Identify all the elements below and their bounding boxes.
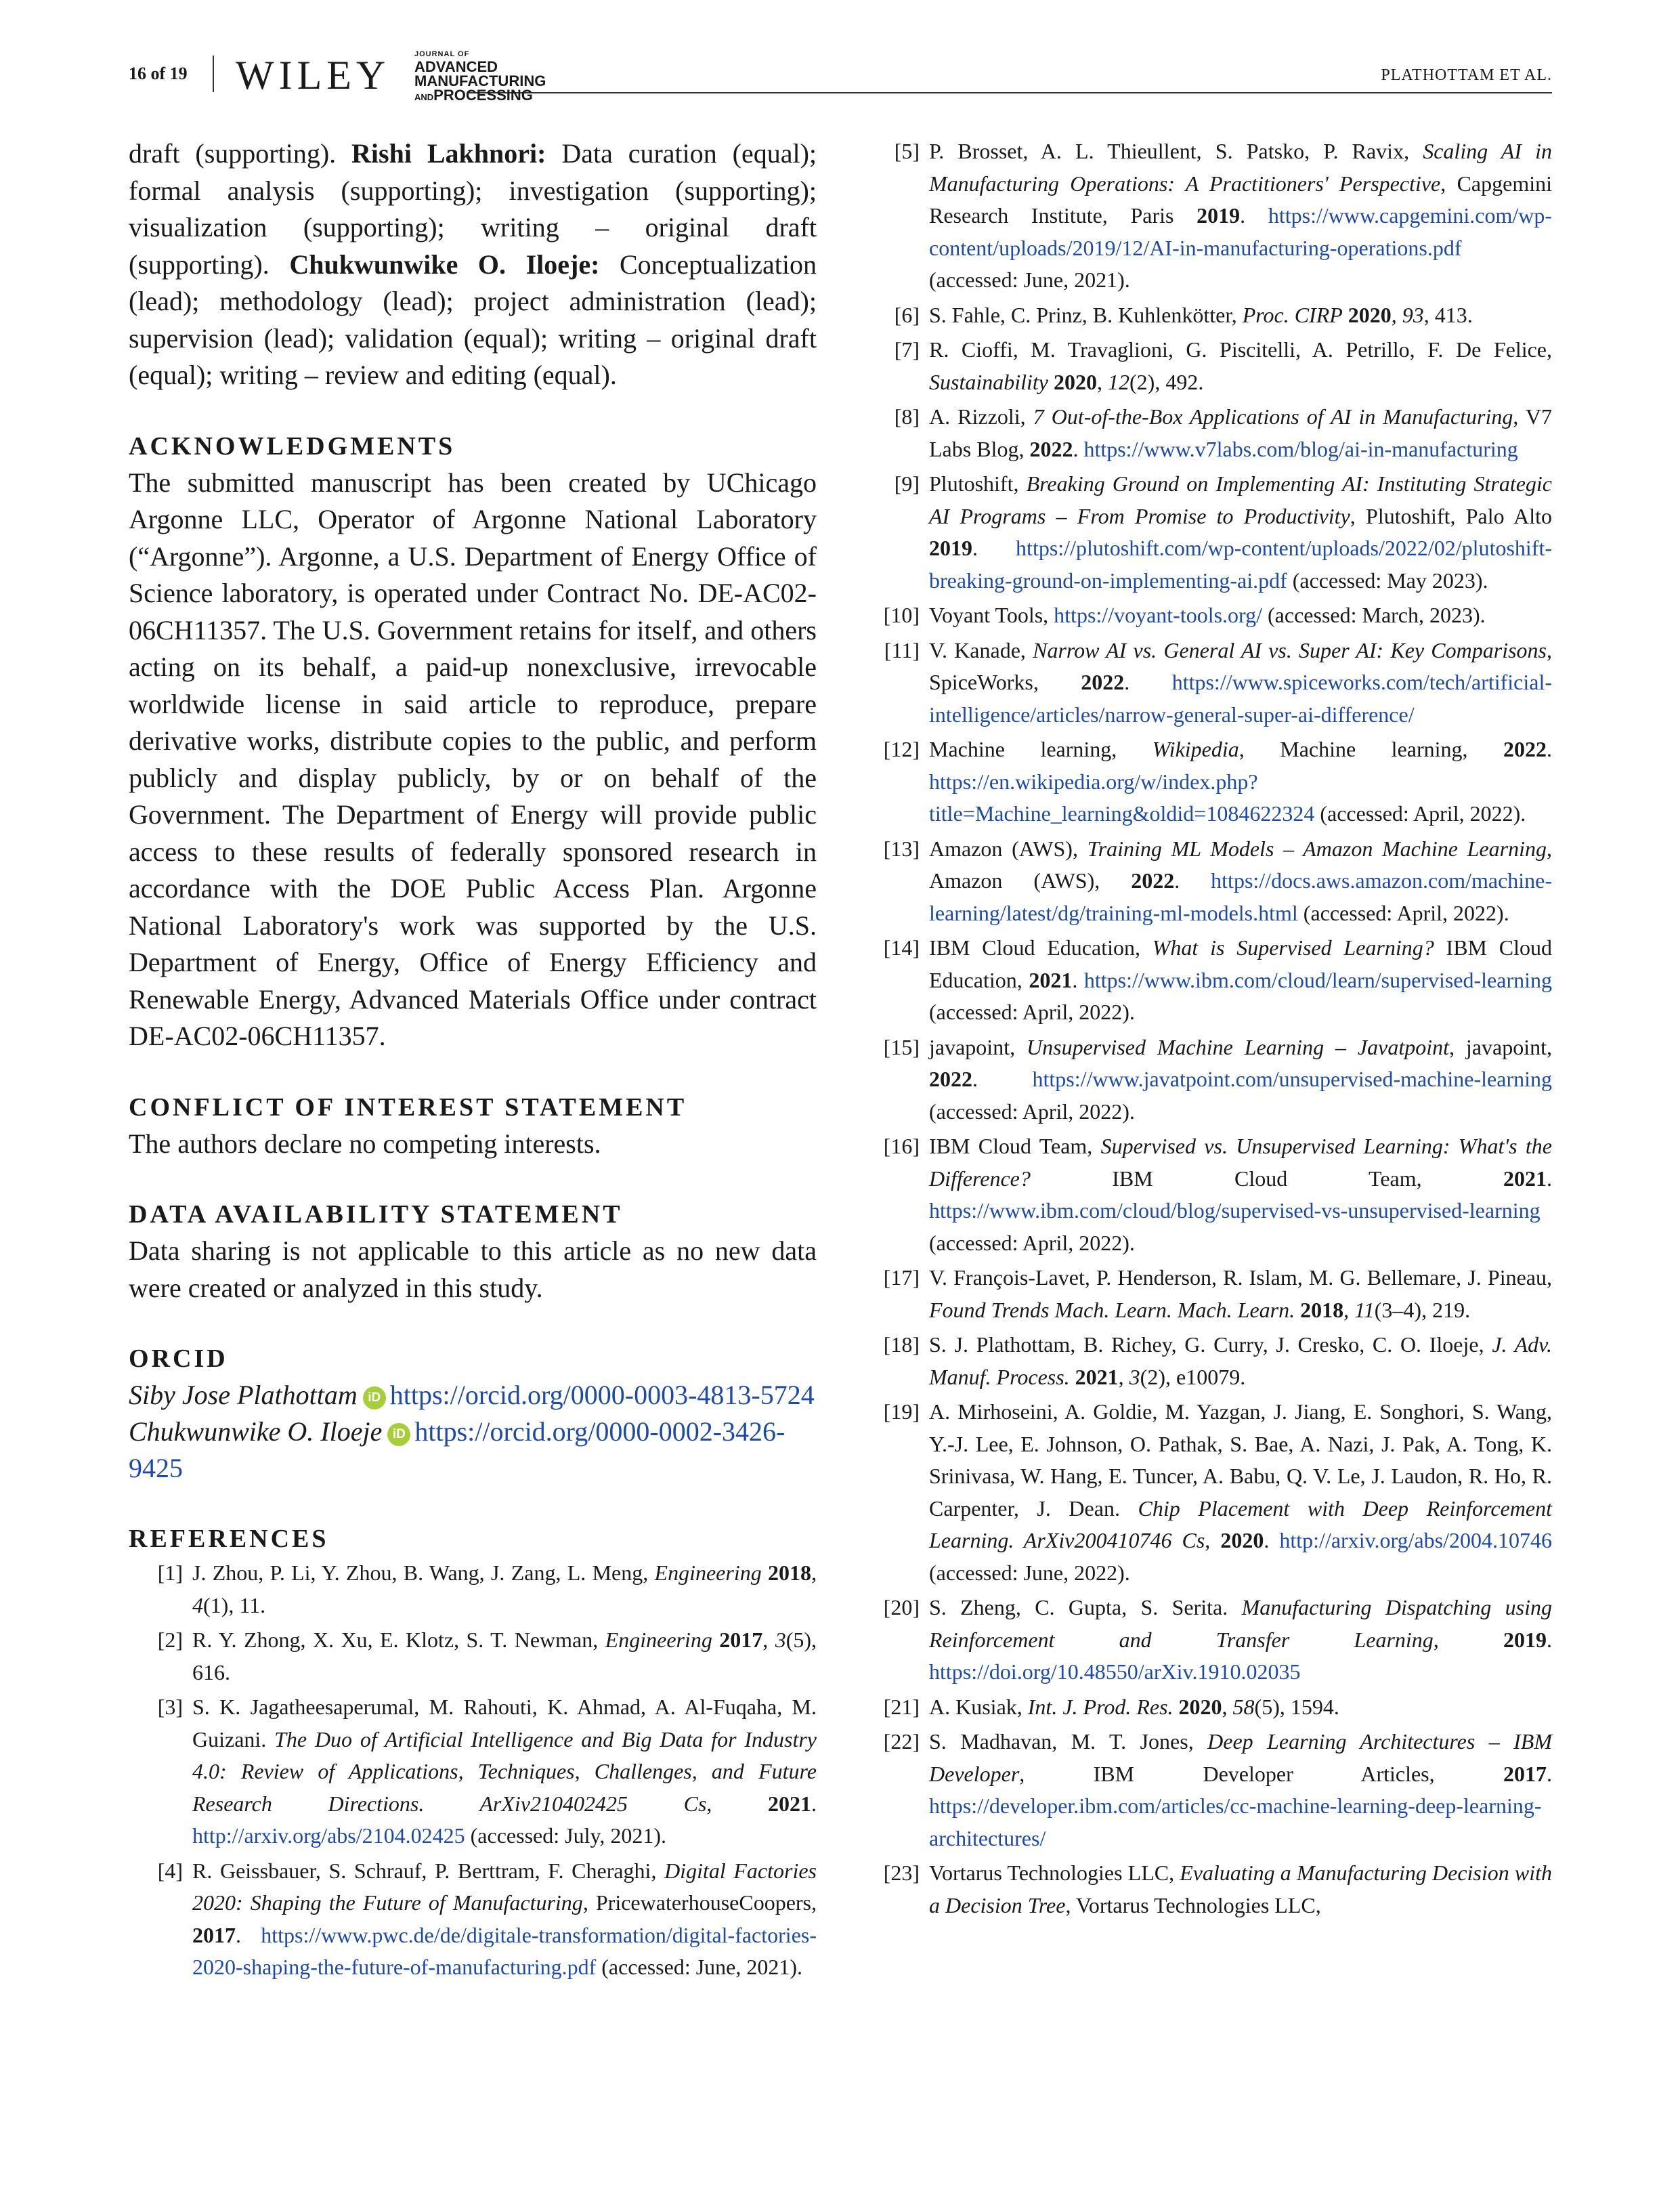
reference-text: Plutoshift, <box>929 471 1027 496</box>
reference-text: , <box>1391 302 1402 327</box>
reference-text: (2), e10079. <box>1140 1364 1246 1389</box>
reference-title: Engineering <box>605 1628 712 1652</box>
reference-item <box>876 1592 1552 1689</box>
reference-item <box>876 734 1552 830</box>
reference-year: 2022 <box>1029 436 1073 461</box>
reference-item <box>129 1691 817 1852</box>
reference-text: , Vortarus Technologies LLC, <box>1065 1892 1321 1917</box>
reference-number: [20] <box>883 1595 920 1619</box>
reference-item <box>129 1557 817 1621</box>
acknowledgments-text: The submitted manuscript has been created by UChicago Argonne LLC, Operator of Argonne National Laboratory (“Argonne”). Argonne, a U.S. Department of Energy Office of Science laboratory, is operated under Contract No. DE-AC02-06CH11357. The U.S. Government retains for itself, and others acting on its behalf, a paid-up nonexclusive, irrevocable worldwide license in said article to reproduce, prepare derivative works, distribute copies to the public, and perform publicly and display publicly, by or on behalf of the Government. The Department of Energy will provide public access to these results of federally sponsored research in accordance with the DOE Public Access Plan. Argonne National Laboratory's work was supported by the U.S. Department of Energy, Office of Energy Efficiency and Renewable Energy, Advanced Materials Office under contract DE-AC02-06CH11357. <box>129 467 817 1051</box>
reference-text: IBM Cloud Team, <box>929 1134 1101 1158</box>
journal-line-3: MANUFACTURING <box>414 72 546 89</box>
reference-text: (1), 11. <box>203 1592 266 1617</box>
reference-item <box>876 1262 1552 1326</box>
reference-title: 7 Out-of-the-Box Applications of AI in Manufacturing <box>1033 404 1513 429</box>
reference-text: (2), 492. <box>1129 369 1204 394</box>
contrib-name-3: Chukwunwike O. Iloeje: <box>289 249 600 280</box>
reference-title: Int. J. Prod. Res. <box>1027 1694 1173 1719</box>
reference-text: . <box>236 1922 261 1947</box>
reference-item <box>876 1691 1552 1724</box>
reference-list <box>129 1557 817 1984</box>
reference-text: (accessed: June, 2021). <box>596 1955 803 1979</box>
reference-text: S. Madhavan, M. T. Jones, <box>929 1729 1208 1754</box>
reference-text: (accessed: April, 2022). <box>929 1230 1135 1255</box>
reference-number: [16] <box>883 1134 920 1158</box>
reference-year: 2021 <box>1503 1166 1547 1191</box>
reference-text: , <box>1343 1297 1355 1322</box>
reference-text <box>1343 303 1348 327</box>
reference-title: 3 <box>775 1628 786 1652</box>
reference-year: 2022 <box>1503 737 1547 761</box>
reference-number: [8] <box>894 404 920 429</box>
right-column <box>876 135 1552 1924</box>
reference-item <box>876 1032 1552 1128</box>
reference-link[interactable]: http://arxiv.org/abs/2004.10746 <box>1279 1528 1553 1552</box>
reference-text: , <box>1097 369 1108 394</box>
reference-title: Manufacturing Dispatching using Reinforcement and Transfer Learning <box>929 1595 1553 1652</box>
reference-year: 2017 <box>719 1628 763 1652</box>
reference-text: , V7 Labs Blog, <box>929 404 1553 461</box>
reference-year: 2021 <box>1075 1364 1119 1389</box>
journal-line-4b: PROCESSING <box>433 87 533 104</box>
reference-text: S. K. Jagatheesaperumal, M. Rahouti, K. Ahmad, A. Al-Fuqaha, M. Guizani. <box>192 1695 817 1751</box>
reference-text: . <box>1547 1761 1552 1786</box>
reference-link[interactable]: https://developer.ibm.com/articles/cc-machine-learning-deep-learning-architectures/ <box>929 1793 1542 1850</box>
reference-text: , javapoint, <box>1449 1034 1553 1059</box>
reference-title: Deep Learning Architectures – IBM Developer <box>929 1729 1553 1786</box>
header-rule <box>467 92 1552 93</box>
reference-text: J. Zhou, P. Li, Y. Zhou, B. Wang, J. Zang, L. Meng, <box>192 1561 655 1585</box>
reference-item <box>876 932 1552 1029</box>
reference-year: 2017 <box>1503 1761 1547 1786</box>
reference-item <box>876 833 1552 930</box>
reference-item <box>876 1726 1552 1854</box>
reference-text: (accessed: April, 2022). <box>1314 801 1526 826</box>
orcid-entry <box>129 1414 817 1487</box>
reference-title: Breaking Ground on Implementing AI: Instituting Strategic AI Programs – From Promise to Productivity <box>929 471 1553 528</box>
journal-line-4a: AND <box>414 92 434 102</box>
reference-year: 2018 <box>1300 1297 1344 1322</box>
reference-text: , <box>762 1628 775 1652</box>
reference-title: Narrow AI vs. General AI vs. Super AI: Key Comparisons <box>1033 637 1547 662</box>
reference-item <box>876 1857 1552 1922</box>
journal-logo <box>414 51 546 104</box>
reference-year: 2020 <box>1348 302 1392 327</box>
reference-text: . <box>1264 1528 1280 1552</box>
reference-text: S. Fahle, C. Prinz, B. Kuhlenkötter, <box>929 302 1243 327</box>
reference-item <box>876 1396 1552 1589</box>
reference-text: (accessed: June, 2022). <box>929 1560 1130 1585</box>
reference-text: . <box>1240 203 1268 228</box>
reference-text: , <box>1222 1694 1233 1719</box>
reference-title: J. Adv. Manuf. Process. <box>929 1332 1553 1389</box>
reference-link[interactable]: https://plutoshift.com/wp-content/uploads/2022/02/plutoshift-breaking-ground-on-implementing-ai.pdf <box>929 536 1552 593</box>
reference-item <box>876 599 1552 632</box>
reference-title: Scaling AI in Manufacturing Operations: A Practitioners' Perspective <box>929 139 1553 196</box>
reference-link[interactable]: https://docs.aws.amazon.com/machine-learning/latest/dg/training-ml-models.html <box>929 868 1553 925</box>
reference-text: IBM Cloud Team, <box>1030 1166 1503 1191</box>
running-author: PLATHOTTAM ET AL. <box>1381 66 1552 84</box>
reference-item <box>876 334 1552 398</box>
reference-title: Evaluating a Manufacturing Decision with a Decision Tree <box>929 1861 1553 1917</box>
reference-link[interactable]: https://www.v7labs.com/blog/ai-in-manufacturing <box>1083 436 1518 461</box>
data-availability-text: Data sharing is not applicable to this article as no new data were created or analyzed in this study. <box>129 1235 817 1303</box>
reference-text: . <box>972 1067 1033 1091</box>
reference-text: . <box>1547 737 1553 761</box>
reference-title: The Duo of Artificial Intelligence and Big Data for Industry 4.0: Review of Applications, Techniques, Challenges, and Future Research Directions. ArXiv210402425 Cs <box>192 1726 817 1816</box>
reference-number: [21] <box>883 1694 920 1719</box>
reference-text: (accessed: June, 2021). <box>929 268 1130 292</box>
reference-text: , Plutoshift, Palo Alto <box>1350 503 1553 528</box>
reference-number: [7] <box>894 337 920 362</box>
reference-text: A. Mirhoseini, A. Goldie, M. Yazgan, J. Jiang, E. Songhori, S. Wang, Y.-J. Lee, E. Johnson, O. Pathak, S. Bae, A. Nazi, J. Pak, A. Tong, K. Srinivasa, W. Hang, E. Tuncer, A. Babu, Q. V. Le, J. Laudon, R. Ho, R. Carpenter, J. Dean. <box>929 1399 1552 1521</box>
reference-text <box>712 1628 719 1652</box>
orcid-author-name: Chukwunwike O. Iloeje <box>129 1416 383 1447</box>
reference-list <box>876 135 1552 1922</box>
reference-number: [1] <box>157 1561 183 1585</box>
journal-line-2: ADVANCED <box>414 58 498 75</box>
publisher-logo: WILEY <box>236 53 391 98</box>
reference-text: Voyant Tools, <box>929 603 1054 627</box>
reference-title: Unsupervised Machine Learning – Javatpoint <box>1027 1034 1450 1059</box>
reference-number: [6] <box>894 302 920 327</box>
reference-year: 2022 <box>929 1067 972 1091</box>
reference-item <box>876 1130 1552 1259</box>
reference-title: Digital Factories 2020: Shaping the Future of Manufacturing <box>192 1858 817 1915</box>
reference-number: [22] <box>883 1729 920 1754</box>
reference-text: , Amazon (AWS), <box>929 836 1552 893</box>
reference-year: 2022 <box>1131 868 1175 893</box>
reference-item <box>129 1855 817 1984</box>
reference-text: (accessed: April, 2022). <box>929 1099 1135 1124</box>
journal-line-1: JOURNAL OF <box>414 50 470 58</box>
reference-text: R. Geissbauer, S. Schrauf, P. Berttram, F. Cheraghi, <box>192 1858 665 1883</box>
reference-number: [19] <box>883 1399 920 1424</box>
reference-text: , <box>1118 1364 1129 1389</box>
reference-year: 2022 <box>1081 670 1125 694</box>
reference-text: . <box>1072 967 1084 992</box>
reference-link[interactable]: https://en.wikipedia.org/w/index.php?title=Machine_learning&oldid=1084622324 <box>929 769 1315 826</box>
contrib-name-2: Rishi Lakhnori: <box>351 138 546 169</box>
left-column <box>129 135 817 1987</box>
reference-text: Vortarus Technologies LLC, <box>929 1861 1180 1885</box>
reference-item <box>876 468 1552 597</box>
reference-text <box>1173 1695 1179 1719</box>
reference-year: 2020 <box>1178 1694 1222 1719</box>
reference-link[interactable]: http://arxiv.org/abs/2104.02425 <box>192 1823 465 1848</box>
reference-text: , 413. <box>1423 302 1473 327</box>
contrib-text-3: Conceptualization (lead); methodology (lead); project administration (lead); supervision (lead); validation (equal); writing – original draft (equal); writing – review and editing (equal). <box>129 249 817 390</box>
reference-text: IBM Cloud Education, <box>929 935 1153 960</box>
reference-text: . <box>1073 436 1084 461</box>
reference-year: 2020 <box>1054 369 1097 394</box>
page-number: 16 of 19 <box>129 64 188 83</box>
page-header <box>129 50 1552 104</box>
reference-link[interactable]: https://voyant-tools.org/ <box>1054 603 1263 627</box>
reference-number: [18] <box>883 1332 920 1357</box>
reference-item <box>876 401 1552 465</box>
reference-text: , Machine learning, <box>1239 737 1504 761</box>
reference-year: 2019 <box>929 536 972 560</box>
reference-text: , <box>1205 1528 1221 1552</box>
orcid-link[interactable]: https://orcid.org/0000-0002-3426-9425 <box>129 1416 785 1483</box>
reference-year: 2019 <box>1503 1627 1547 1652</box>
reference-number: [23] <box>883 1861 920 1885</box>
orcid-icon: iD <box>363 1386 386 1409</box>
reference-text: , PricewaterhouseCoopers, <box>582 1890 817 1915</box>
reference-number: [4] <box>157 1858 183 1883</box>
reference-title: Supervised vs. Unsupervised Learning: What's the Difference? <box>929 1134 1553 1191</box>
reference-text: R. Y. Zhong, X. Xu, E. Klotz, S. T. Newman, <box>192 1628 605 1652</box>
reference-text: Amazon (AWS), <box>929 836 1087 861</box>
reference-text: . <box>1174 868 1211 893</box>
reference-link[interactable]: https://www.ibm.com/cloud/blog/supervised-vs-unsupervised-learning <box>929 1198 1541 1223</box>
acknowledgments-heading: ACKNOWLEDGMENTS <box>129 431 456 461</box>
orcid-heading: ORCID <box>129 1344 228 1373</box>
reference-title: Engineering <box>654 1561 762 1585</box>
reference-text: (3–4), 219. <box>1374 1297 1471 1322</box>
reference-text: (accessed: May 2023). <box>1287 568 1488 593</box>
reference-title: 4 <box>192 1592 203 1617</box>
reference-number: [9] <box>894 471 920 496</box>
reference-number: [2] <box>157 1628 183 1652</box>
reference-title: Training ML Models – Amazon Machine Learning <box>1087 836 1547 861</box>
reference-item <box>876 1329 1552 1393</box>
reference-text: R. Cioffi, M. Travaglioni, G. Piscitelli, A. Petrillo, F. De Felice, <box>929 337 1552 362</box>
reference-text: javapoint, <box>929 1034 1027 1059</box>
reference-text: V. Kanade, <box>929 637 1033 662</box>
reference-text: , SpiceWorks, <box>929 637 1553 694</box>
reference-title: 58 <box>1232 1694 1255 1719</box>
reference-text: S. J. Plathottam, B. Richey, G. Curry, J. Cresko, C. O. Iloeje, <box>929 1332 1492 1357</box>
reference-item <box>129 1624 817 1689</box>
reference-link[interactable]: https://www.ibm.com/cloud/learn/supervised-learning <box>1083 967 1552 992</box>
reference-text: A. Rizzoli, <box>929 404 1033 429</box>
reference-text: . <box>811 1791 817 1816</box>
reference-number: [5] <box>894 139 920 163</box>
reference-title: Found Trends Mach. Learn. Mach. Learn. <box>929 1297 1295 1322</box>
header-divider <box>213 56 214 92</box>
reference-title: Wikipedia <box>1152 737 1239 761</box>
reference-number: [14] <box>883 935 920 960</box>
reference-text <box>762 1561 768 1585</box>
conflict-text: The authors declare no competing interests. <box>129 1128 601 1159</box>
reference-text: , <box>706 1791 769 1816</box>
reference-text: (accessed: April, 2022). <box>1297 900 1509 925</box>
reference-text: , <box>1433 1627 1504 1652</box>
reference-title: 11 <box>1354 1297 1375 1322</box>
contrib-text-2: Data curation (equal); formal analysis (supporting); investigation (supporting); visualization (supporting); writing – original draft (supporting). <box>129 138 817 280</box>
reference-text: (accessed: April, 2022). <box>929 1000 1135 1024</box>
reference-text <box>1048 370 1054 394</box>
reference-link[interactable]: https://www.pwc.de/de/digitale-transformation/digital-factories-2020-shaping-the-future-of-manufacturing.pdf <box>192 1922 817 1979</box>
reference-year: 2021 <box>768 1791 812 1816</box>
reference-item <box>876 635 1552 731</box>
contributions-paragraph <box>129 135 817 394</box>
orcid-author-name: Siby Jose Plathottam <box>129 1380 358 1410</box>
reference-text <box>1295 1298 1300 1322</box>
reference-year: 2019 <box>1197 203 1241 228</box>
reference-item <box>876 299 1552 332</box>
orcid-link[interactable]: https://orcid.org/0000-0003-4813-5724 <box>389 1380 815 1410</box>
reference-title: Chip Placement with Deep Reinforcement Learning. ArXiv200410746 Cs <box>929 1495 1552 1552</box>
reference-year: 2017 <box>192 1922 236 1947</box>
reference-text: , <box>811 1561 817 1585</box>
reference-text: (5), 616. <box>192 1628 817 1684</box>
reference-link[interactable]: https://www.capgemini.com/wp-content/uploads/2019/12/AI-in-manufacturing-operations.pdf <box>929 203 1553 260</box>
reference-title: 12 <box>1108 369 1129 394</box>
reference-year: 2018 <box>768 1561 812 1585</box>
reference-link[interactable]: https://www.spiceworks.com/tech/artificial-intelligence/articles/narrow-general-super-ai-difference/ <box>929 670 1553 727</box>
reference-number: [10] <box>883 603 920 627</box>
reference-text <box>1070 1365 1075 1389</box>
reference-title: 93 <box>1402 302 1424 327</box>
reference-text: Machine learning, <box>929 737 1153 761</box>
reference-text: , IBM Developer Articles, <box>1019 1761 1503 1786</box>
reference-text: . <box>1547 1166 1552 1191</box>
reference-year: 2020 <box>1220 1528 1264 1552</box>
reference-text: (accessed: March, 2023). <box>1262 603 1486 627</box>
reference-text: , Capgemini Research Institute, Paris <box>929 171 1553 228</box>
contrib-text-1: draft (supporting). <box>129 138 352 169</box>
reference-link[interactable]: https://doi.org/10.48550/arXiv.1910.02035 <box>929 1659 1301 1684</box>
reference-text: V. François-Lavet, P. Henderson, R. Islam, M. G. Bellemare, J. Pineau, <box>929 1265 1552 1290</box>
reference-number: [13] <box>883 836 920 861</box>
orcid-icon: iD <box>387 1423 410 1446</box>
reference-text: (accessed: July, 2021). <box>465 1823 667 1848</box>
data-availability-heading: DATA AVAILABILITY STATEMENT <box>129 1200 623 1229</box>
reference-text: . <box>972 536 1016 560</box>
reference-number: [3] <box>157 1695 183 1719</box>
reference-year: 2021 <box>1029 967 1073 992</box>
reference-text: P. Brosset, A. L. Thieullent, S. Patsko, P. Ravix, <box>929 139 1423 163</box>
reference-title: 3 <box>1129 1364 1140 1389</box>
reference-title: Proc. CIRP <box>1242 302 1343 327</box>
reference-number: [11] <box>884 637 920 662</box>
references-heading: REFERENCES <box>129 1525 329 1553</box>
reference-number: [12] <box>883 737 920 761</box>
reference-number: [17] <box>883 1265 920 1290</box>
orcid-entry <box>129 1377 817 1414</box>
reference-item <box>876 135 1552 297</box>
conflict-heading: CONFLICT OF INTEREST STATEMENT <box>129 1092 687 1122</box>
reference-text: IBM Cloud Education, <box>929 935 1552 992</box>
reference-text: . <box>1124 670 1172 694</box>
reference-number: [15] <box>883 1034 920 1059</box>
reference-text: (5), 1594. <box>1254 1694 1339 1719</box>
reference-text: A. Kusiak, <box>929 1694 1028 1719</box>
reference-title: Sustainability <box>929 369 1048 394</box>
reference-text: S. Zheng, C. Gupta, S. Serita. <box>929 1595 1242 1619</box>
reference-link[interactable]: https://www.javatpoint.com/unsupervised-machine-learning <box>1032 1067 1552 1091</box>
reference-title: What is Supervised Learning? <box>1152 935 1434 960</box>
reference-text: . <box>1547 1627 1553 1652</box>
